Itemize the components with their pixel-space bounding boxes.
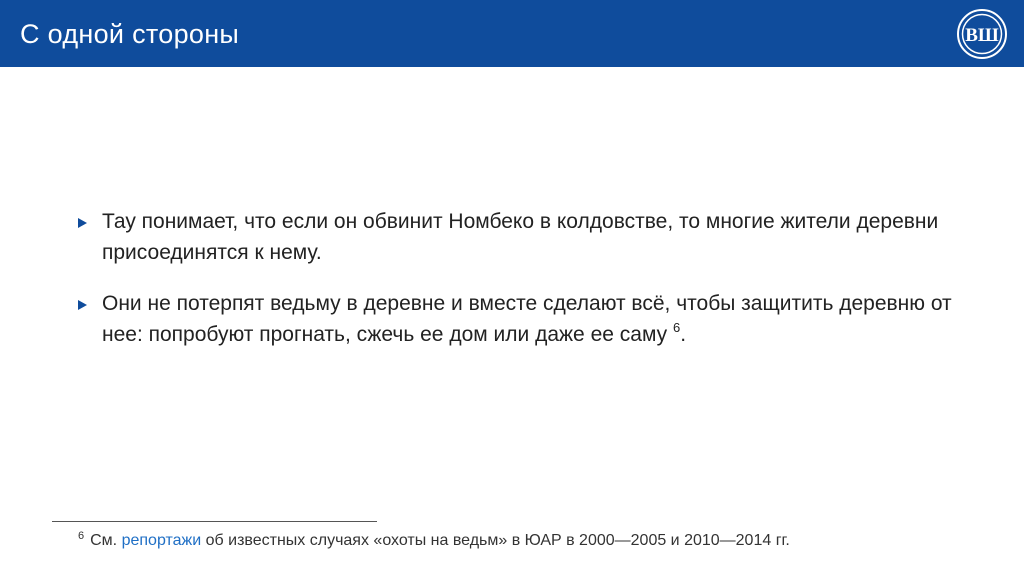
bullet-list	[76, 206, 996, 370]
bullet-arrow-icon	[78, 300, 87, 310]
footnote-divider	[52, 521, 377, 522]
bullet-item	[76, 288, 996, 350]
logo-text: ВШ	[965, 25, 999, 46]
footnote-text: об известных случаях «охоты на ведьм» в ЮАР в 2000—2005 и 2010—2014 гг.	[205, 532, 790, 549]
bullet-text: Они не потерпят ведьму в деревне и вместе сделают всё, чтобы защитить деревню от нее: попробуют прогнать, сжечь ее дом или даже ее саму	[102, 292, 952, 346]
bullet-text: Тау понимает, что если он обвинит Номбеко в колдовстве, то многие жители деревни присоединятся к нему.	[102, 210, 939, 264]
bullet-arrow-icon	[78, 218, 87, 228]
footnote-reference[interactable]: 6	[672, 320, 681, 335]
footnote-number: 6	[78, 530, 85, 542]
hse-logo-icon	[956, 8, 1008, 60]
slide-title: С одной стороны	[20, 19, 240, 49]
title-bar	[0, 0, 1024, 67]
footnote	[78, 530, 790, 552]
bullet-item	[76, 206, 996, 268]
footnote-link[interactable]: репортажи	[121, 532, 202, 549]
footnote-prefix: См.	[90, 532, 118, 549]
bullet-end-punctuation: .	[680, 323, 687, 346]
